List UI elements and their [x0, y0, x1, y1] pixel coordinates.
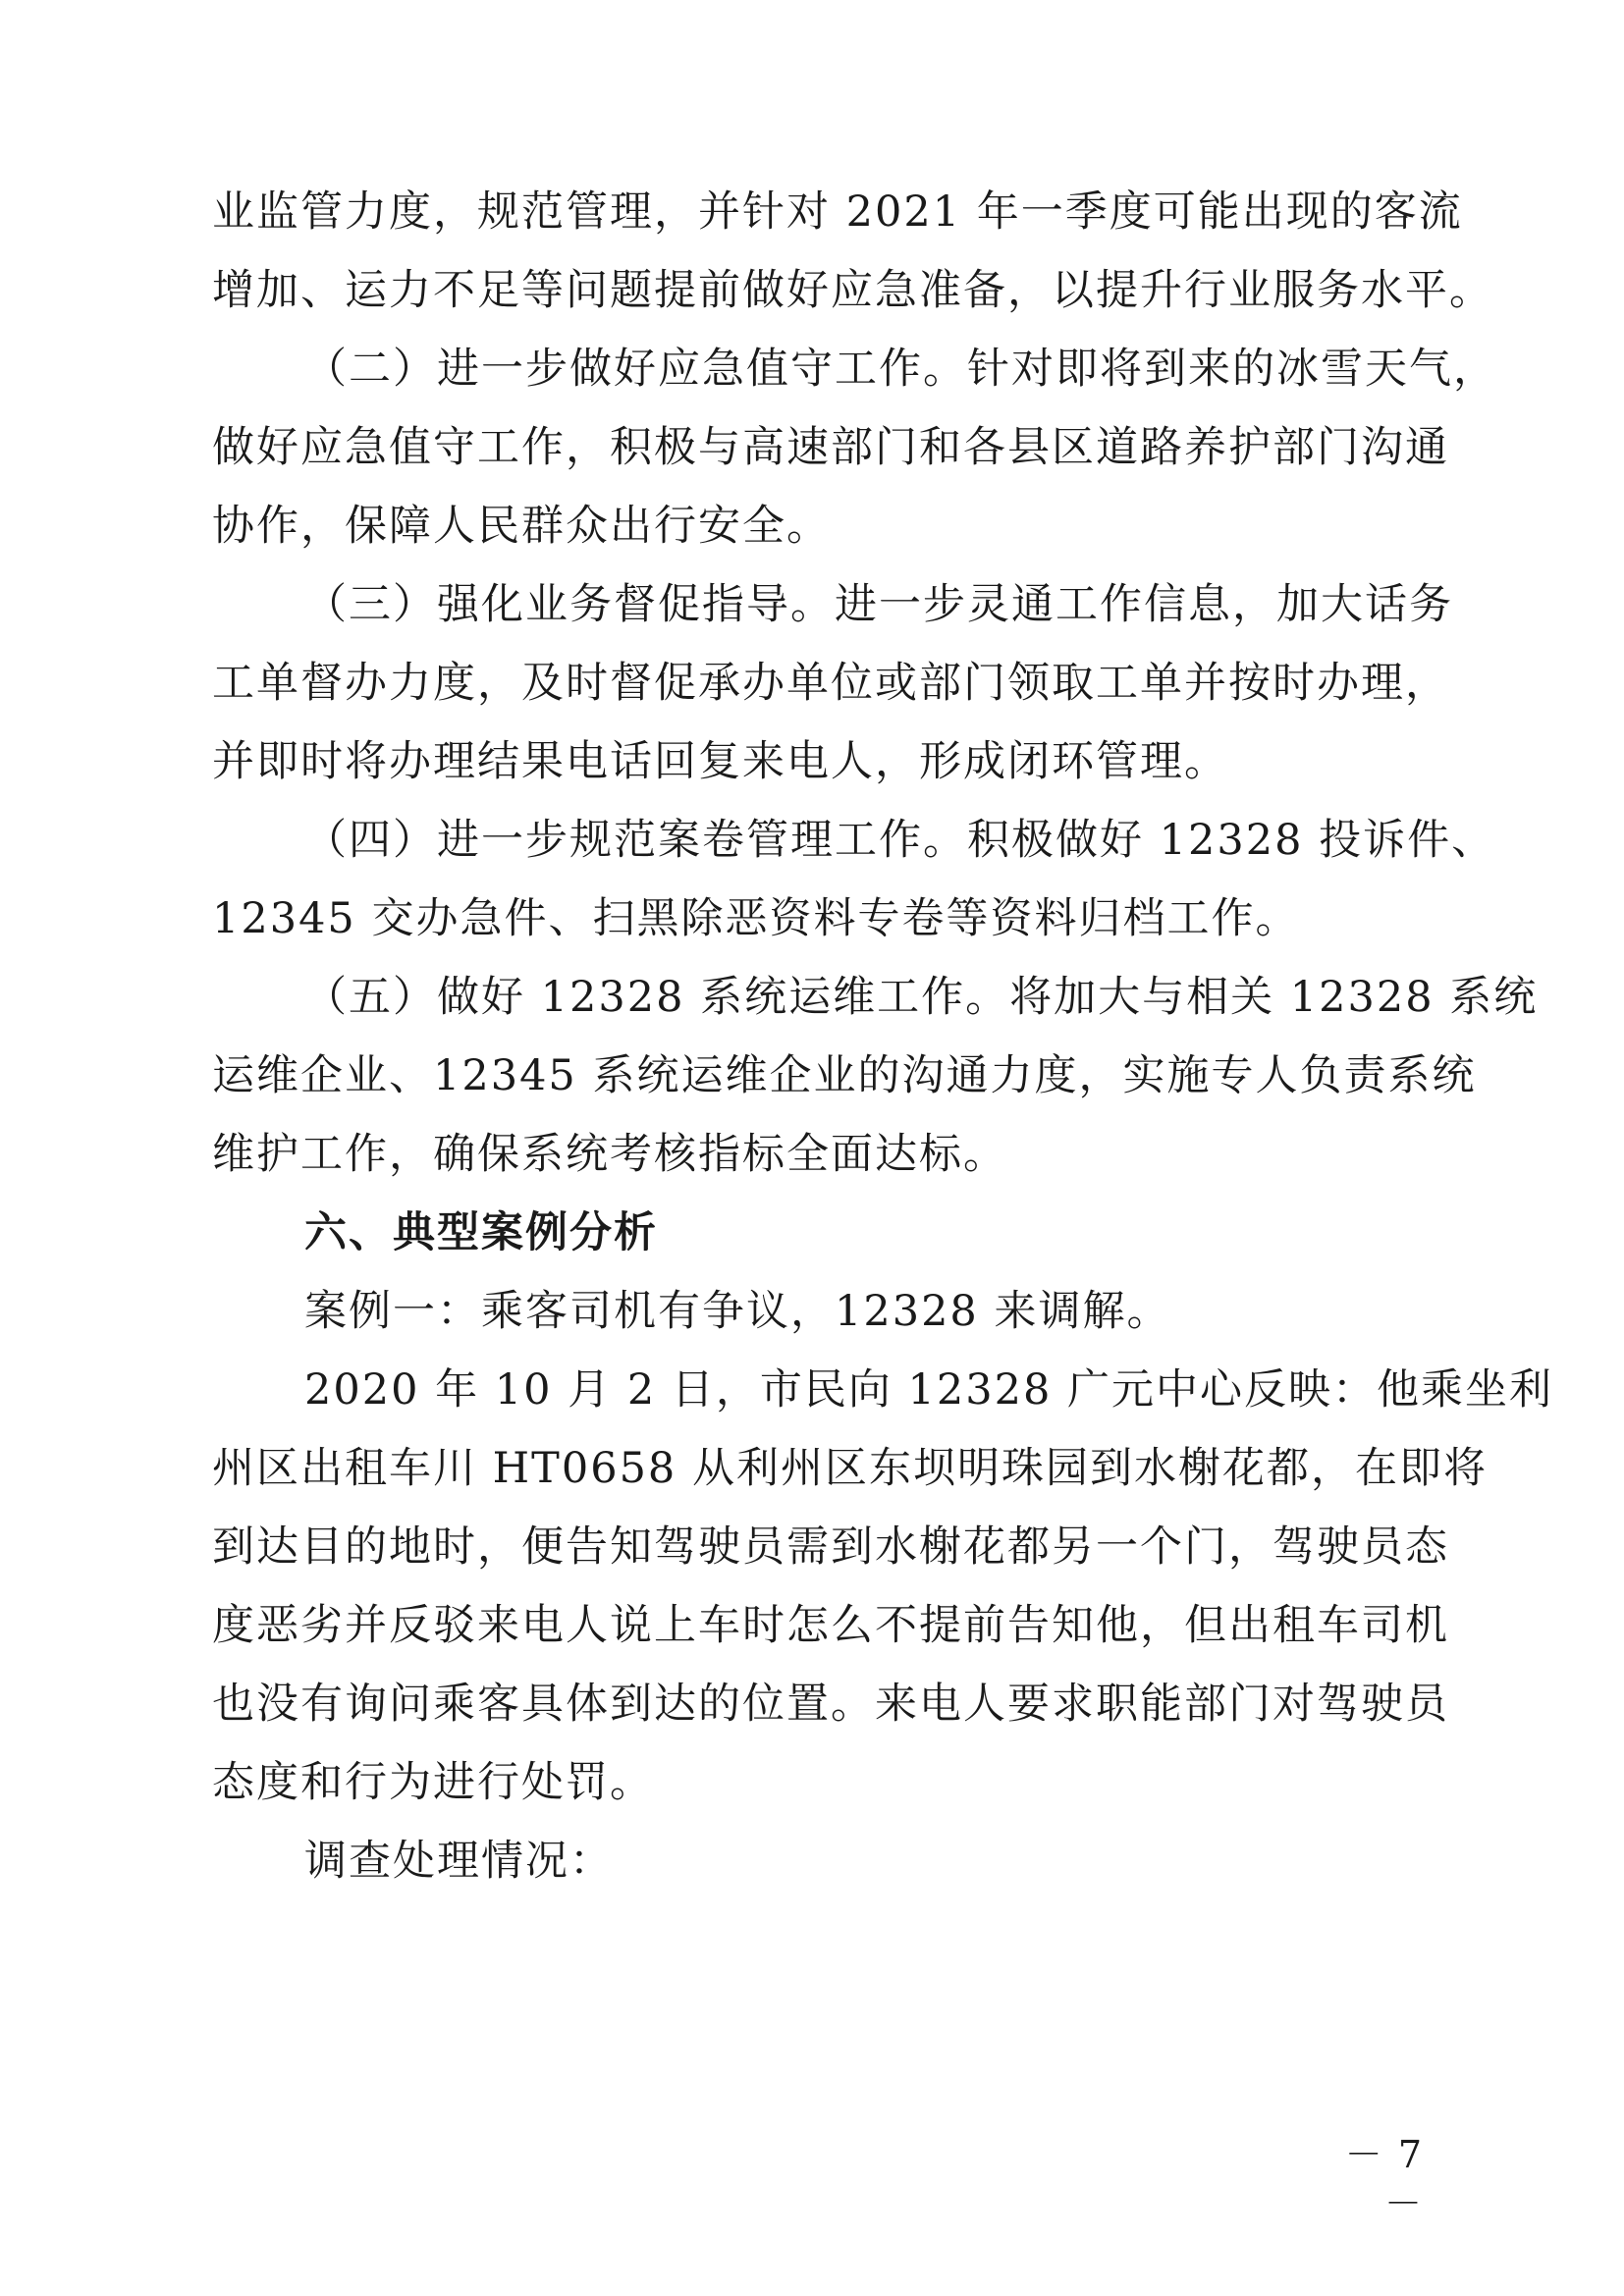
text-line-19: 度恶劣并反驳来电人说上车时怎么不提前告知他，但出租车司机	[212, 1601, 1449, 1650]
text-line-16: 2020 年 10 月 2 日，市民向 12328 广元中心反映：他乘坐利	[304, 1365, 1553, 1415]
text-line-22: 调查处理情况：	[304, 1837, 614, 1886]
text-line-3: （二）进一步做好应急值守工作。针对即将到来的冰雪天气，	[304, 345, 1497, 394]
text-line-9: （四）进一步规范案卷管理工作。积极做好 12328 投诉件、	[304, 816, 1496, 865]
text-line-17: 州区出租车川 HT0658 从利州区东坝明珠园到水榭花都，在即将	[212, 1444, 1488, 1493]
text-line-2: 增加、运力不足等问题提前做好应急准备，以提升行业服务水平。	[212, 266, 1493, 315]
text-line-7: 工单督办力度，及时督促承办单位或部门领取工单并按时办理，	[212, 659, 1449, 708]
text-line-11: （五）做好 12328 系统运维工作。将加大与相关 12328 系统	[304, 973, 1539, 1022]
text-line-8: 并即时将办理结果电话回复来电人，形成闭环管理。	[212, 737, 1228, 786]
section-heading: 六、典型案例分析	[304, 1208, 658, 1257]
text-line-1: 业监管力度，规范管理，并针对 2021 年一季度可能出现的客流	[212, 187, 1463, 237]
page-number: － 7 －	[1344, 2133, 1424, 2225]
text-line-6: （三）强化业务督促指导。进一步灵通工作信息，加大话务	[304, 580, 1453, 629]
text-line-20: 也没有询问乘客具体到达的位置。来电人要求职能部门对驾驶员	[212, 1680, 1449, 1729]
text-line-21: 态度和行为进行处罚。	[212, 1758, 654, 1807]
text-line-5: 协作，保障人民群众出行安全。	[212, 502, 831, 551]
text-line-10: 12345 交办急件、扫黑除恶资料专卷等资料归档工作。	[212, 894, 1300, 943]
text-line-12: 运维企业、12345 系统运维企业的沟通力度，实施专人负责系统	[212, 1051, 1477, 1100]
case-title: 案例一：乘客司机有争议，12328 来调解。	[304, 1287, 1171, 1336]
text-line-13: 维护工作，确保系统考核指标全面达标。	[212, 1130, 1007, 1179]
text-line-18: 到达目的地时，便告知驾驶员需到水榭花都另一个门，驾驶员态	[212, 1522, 1449, 1572]
text-line-4: 做好应急值守工作，积极与高速部门和各县区道路养护部门沟通	[212, 423, 1449, 472]
